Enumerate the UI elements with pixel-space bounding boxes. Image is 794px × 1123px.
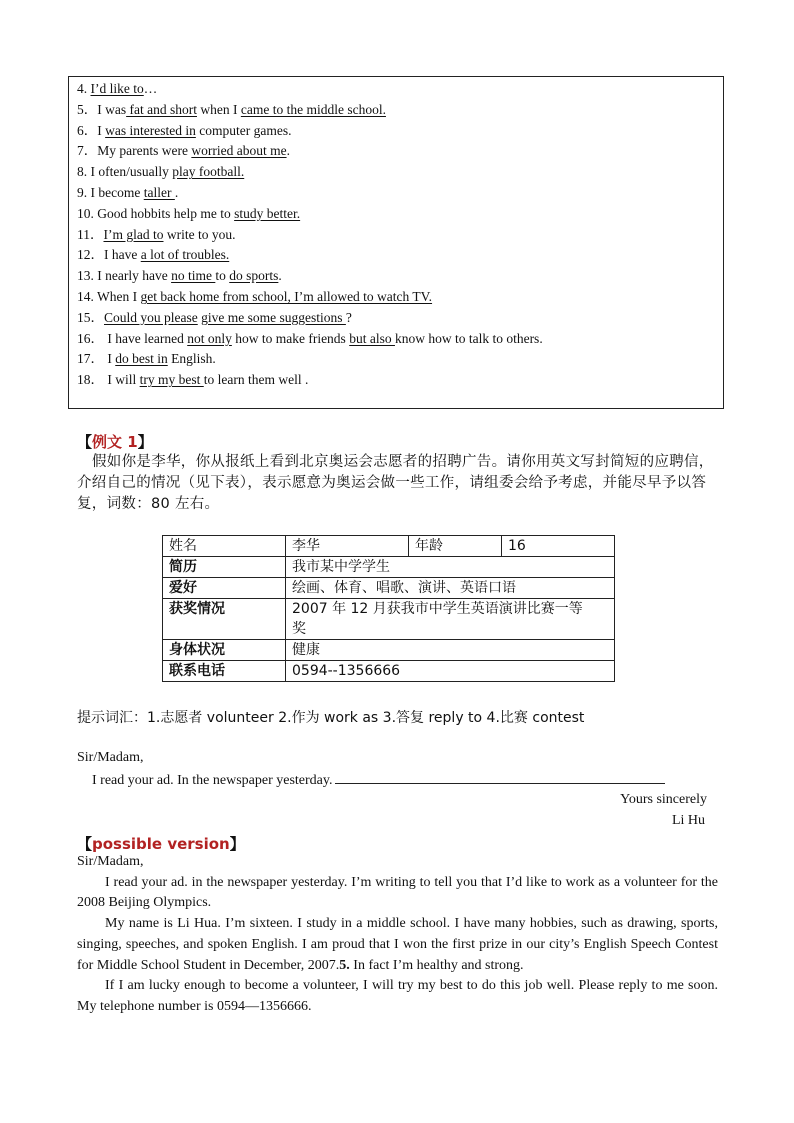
underlined-phrase: play football. bbox=[172, 164, 245, 180]
underlined-phrase: came to the middle school. bbox=[240, 101, 386, 117]
row-value: 2007 年 12 月获我市中学生英语演讲比赛一等奖 bbox=[286, 599, 615, 640]
phrase-text: 9. I become bbox=[77, 185, 144, 200]
phrase-box bbox=[68, 76, 724, 409]
underlined-phrase: not only bbox=[187, 330, 232, 346]
phrase-text: 10. Good hobbits help me to bbox=[77, 205, 235, 221]
phrase-text: ? bbox=[345, 309, 352, 325]
row-value: 健康 bbox=[286, 640, 615, 661]
phrase-line bbox=[77, 142, 290, 160]
phrase-line bbox=[77, 350, 216, 368]
phrase-text: English. bbox=[167, 351, 216, 367]
phrase-line bbox=[77, 101, 386, 119]
phrase-text: to learn them well . bbox=[203, 372, 309, 388]
phrase-line bbox=[77, 309, 352, 327]
phrase-text: 13. I nearly have bbox=[77, 268, 172, 284]
phrase-line bbox=[77, 80, 157, 98]
phrase-text: . bbox=[278, 268, 282, 284]
age-value: 16 bbox=[502, 536, 615, 557]
version-heading: 【possible version】 bbox=[77, 835, 245, 853]
table-row bbox=[163, 578, 615, 599]
underlined-phrase: I’d like to bbox=[90, 81, 144, 96]
phrase-line bbox=[77, 288, 432, 306]
model-letter bbox=[77, 852, 718, 1018]
phrase-text: 8. I often/usually bbox=[77, 164, 173, 180]
phrase-line bbox=[77, 184, 178, 202]
phrase-text: know how to talk to others. bbox=[394, 330, 543, 346]
underlined-phrase: study better. bbox=[234, 205, 301, 221]
letter-salutation: Sir/Madam, bbox=[77, 750, 144, 765]
phrase-line bbox=[77, 371, 308, 389]
phrase-line bbox=[77, 226, 236, 244]
phrase-text: 18． I will bbox=[77, 372, 140, 388]
example-heading: 【例文 1】 bbox=[77, 433, 153, 451]
underlined-phrase: I’m glad to bbox=[103, 226, 164, 242]
underlined-phrase: fat and short bbox=[126, 101, 197, 117]
phrase-text: 7．My parents were bbox=[77, 143, 192, 159]
phrase-line bbox=[77, 122, 291, 140]
phrase-text: 15． bbox=[77, 309, 104, 325]
version-paragraph: My name is Li Hua. I’m sixteen. I study in a middle school. I have many hobbies, such as drawing, sports, singing, speeches, and spoken English. I am proud that I won the first prize in our city’s English Speech Contest for Middle School Student in December, 2007.5. In fact I’m healthy and strong. bbox=[77, 916, 718, 973]
row-label: 获奖情况 bbox=[163, 599, 286, 640]
phrase-text: when I bbox=[196, 101, 241, 117]
row-value: 0594--1356666 bbox=[286, 661, 615, 682]
phrase-line bbox=[77, 267, 282, 285]
row-label: 联系电话 bbox=[163, 661, 286, 682]
phrase-text: computer games. bbox=[195, 122, 292, 138]
underlined-phrase: worried about me bbox=[191, 143, 287, 159]
letter-closing: Yours sincerely bbox=[620, 792, 707, 807]
table-row bbox=[163, 557, 615, 578]
writing-blank bbox=[335, 771, 665, 784]
hint-vocabulary: 提示词汇：1.志愿者 volunteer 2.作为 work as 3.答复 reply to 4.比赛 contest bbox=[77, 710, 585, 726]
info-table bbox=[162, 535, 615, 682]
table-row bbox=[163, 661, 615, 682]
underlined-phrase: taller bbox=[143, 185, 175, 200]
phrase-text: 6．I bbox=[77, 122, 106, 138]
row-value: 我市某中学学生 bbox=[286, 557, 615, 578]
underlined-phrase: do sports bbox=[229, 268, 279, 284]
row-label: 简历 bbox=[163, 557, 286, 578]
row-label: 身体状况 bbox=[163, 640, 286, 661]
underlined-phrase: Could you please bbox=[104, 309, 198, 325]
letter-signature: Li Hu bbox=[671, 813, 705, 828]
table-row bbox=[163, 536, 615, 557]
letter-opening: I read your ad. In the newspaper yesterday. bbox=[92, 771, 665, 789]
phrase-text: how to make friends bbox=[231, 330, 350, 346]
name-label: 姓名 bbox=[163, 536, 286, 557]
row-label: 爱好 bbox=[163, 578, 286, 599]
underlined-phrase: no time bbox=[171, 268, 216, 284]
task-description: 假如你是李华，你从报纸上看到北京奥运会志愿者的招聘广告。请你用英文写封简短的应聘信，介绍自己的情况（见下表），表示愿意为奥运会做一些工作，请组委会给予考虑，并能尽早予以答复，词数：80 左右。 bbox=[77, 454, 714, 512]
phrase-line bbox=[77, 246, 229, 264]
phrase-text: to bbox=[215, 268, 230, 284]
phrase-text: … bbox=[143, 81, 158, 96]
phrase-text: 11． bbox=[77, 226, 104, 242]
phrase-text: . bbox=[174, 185, 179, 200]
phrase-text: 16． I have learned bbox=[77, 330, 188, 346]
version-paragraph: If I am lucky enough to become a volunteer, I will try my best to do this job well. Please reply to me soon. My telephone number is 0594—1356666. bbox=[77, 978, 718, 1014]
version-salutation: Sir/Madam, bbox=[77, 854, 144, 869]
row-value: 绘画、体育、唱歌、演讲、英语口语 bbox=[286, 578, 615, 599]
underlined-phrase: try my best bbox=[139, 372, 204, 388]
phrase-line bbox=[77, 163, 244, 181]
underlined-phrase: a lot of troubles. bbox=[140, 247, 230, 263]
underlined-phrase: give me some suggestions bbox=[201, 309, 346, 325]
underlined-phrase: was interested in bbox=[105, 122, 196, 138]
phrase-line bbox=[77, 330, 543, 348]
phrase-text: 17． I bbox=[77, 351, 116, 367]
phrase-text: write to you. bbox=[163, 226, 236, 242]
phrase-text: 4. bbox=[77, 81, 91, 96]
phrase-text: 12．I have bbox=[77, 247, 141, 263]
age-label: 年龄 bbox=[409, 536, 502, 557]
version-paragraph: I read your ad. in the newspaper yesterday. I’m writing to tell you that I’d like to work as a volunteer for the 2008 Beijing Olympics. bbox=[77, 874, 718, 911]
phrase-line bbox=[77, 205, 300, 223]
underlined-phrase: do best in bbox=[115, 351, 168, 367]
phrase-text: 5．I was bbox=[77, 101, 127, 117]
table-row bbox=[163, 599, 615, 640]
phrase-text: 14. When I bbox=[77, 289, 141, 304]
phrase-text: . bbox=[286, 143, 290, 159]
underlined-phrase: get back home from school, I’m allowed to watch TV. bbox=[140, 289, 433, 304]
underlined-phrase: but also bbox=[349, 330, 395, 346]
table-row bbox=[163, 640, 615, 661]
name-value: 李华 bbox=[286, 536, 409, 557]
